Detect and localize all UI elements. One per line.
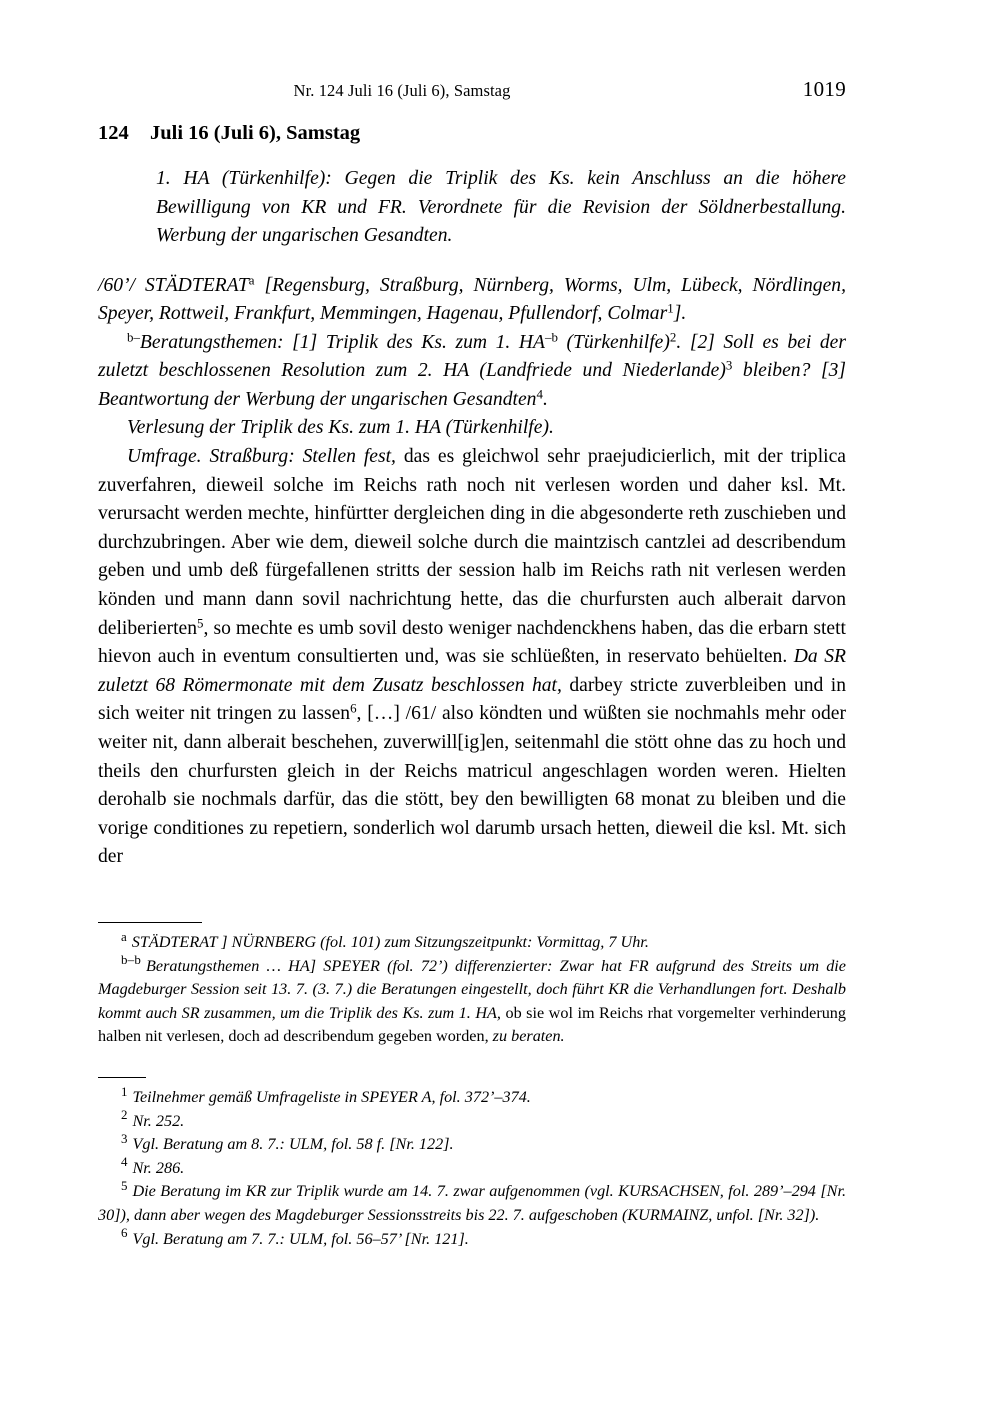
footnote-ref-6: 6 [350, 700, 357, 716]
attendees-list-close: ]. [673, 303, 687, 325]
footnote-marker: 2 [121, 1107, 128, 1123]
chapter-number: 124 [98, 122, 129, 144]
footnote-ref-5: 5 [197, 614, 204, 630]
footnote-marker: 4 [121, 1154, 128, 1170]
variant-note-marker: b–b [121, 952, 142, 968]
footnote-item [98, 1177, 846, 1227]
footnote-rule [98, 1077, 146, 1078]
page-number: 1019 [802, 77, 846, 101]
beratungsthemen-part-4: bleiben? [3] Beantwortung der Werbung der ungarischen Gesandten [98, 360, 847, 410]
variant-marker-a: a [248, 271, 255, 287]
footnote-text: Nr. 252. [132, 1111, 185, 1130]
variant-note-text-roman: ob sie wol im Reichs rhat vorgemelter verhinderung halben nit verlesen, doch ad describendum gegeben worden, [98, 1003, 846, 1046]
umfrage-italic-2: Da SR zuletzt 68 Römermonate mit dem Zusatz beschlossen hat, [98, 646, 846, 696]
beratungsthemen-part-3: . [2] Soll es bei der zuletzt beschlossenen Resolution zum 2. HA (Landfriede und Niederlande) [98, 331, 846, 382]
footnote-item [98, 1107, 846, 1134]
variant-marker-b-open: b– [127, 328, 140, 344]
footnote-marker: 1 [121, 1083, 128, 1099]
footnote-item [98, 1225, 846, 1252]
umfrage-run-1: das es gleichwol sehr praejudicierlich, mit der triplica zuverfahren, dieweil solche im Reichs rath noch nit verlesen worden und daher ksl. Mt. verursacht werden mechte, hinfürtter dergleichen ding in die abgesonderte reth zuschieben und durchzubringen. Aber wie dem, dieweil solche durch die maintzisch cantzlei ad describendum geben und umb deß fürgefallenen stritts der session halb im Reichs rath nit verlesen werden könden und mann dann sovil nachrichtung hette, das die churfursten auch alberait darvon deliberierten [98, 446, 847, 639]
footnote-ref-4: 4 [536, 386, 543, 402]
footnote-ref-3: 3 [725, 357, 733, 373]
beratungsthemen-part-2: (Türkenhilfe) [557, 331, 670, 353]
beratungsthemen-part-1: Beratungsthemen: [1] Triplik des Ks. zum 1. HA [139, 331, 545, 353]
footnote-text: Die Beratung im KR zur Triplik wurde am 14. 7. zwar aufgenommen (vgl. KURSACHSEN, fol. 289’–294 [Nr. 30]), dann aber wegen des Magdeburger Sessionsstreits bis 22. 7. aufgeschoben (KURMAINZ, unfol. [Nr. 32]). [98, 1182, 846, 1224]
umfrage-run-4: , […] /61/ also köndten und wüßten sie nochmahls mehr oder weiter nit, dann alberait beschehen, zuverwill[ig]en, seitenmahl die stött ohne das zu hoch und theils den churfursten gleich in der Reichs matricul angeschlagen worden weren. Hielten derohalb sie nochmals darfür, das die stött, bey den bewilligten 68 monat zu bleiben und die vorige conditiones zu repetiern, sonderlich wol darumb ursach hetten, dieweil die ksl. Mt. sich der [98, 703, 846, 868]
apparatus-rule [98, 922, 202, 923]
footnote-item [98, 1130, 846, 1157]
footnote-ref-1: 1 [667, 300, 674, 316]
footnote-item [98, 1083, 846, 1110]
variant-note-text: STÄDTERAT ] NÜRNBERG (fol. 101) zum Sitzungszeitpunkt: Vormittag, 7 Uhr. [131, 933, 649, 951]
footnote-text: Vgl. Beratung am 8. 7.: ULM, fol. 58 f. [Nr. 122]. [132, 1135, 454, 1154]
paragraph-verlesung: Verlesung der Triplik des Ks. zum 1. HA (Türkenhilfe). [127, 417, 554, 439]
page-content [98, 78, 846, 872]
variant-note-b [98, 952, 846, 1049]
umfrage-run-3: darbey stricte zuverbleiben und in sich weiter nit tringen zu lassen [98, 674, 846, 725]
running-head-title: Nr. 124 Juli 16 (Juli 6), Samstag [293, 81, 511, 100]
footnote-marker: 3 [121, 1130, 128, 1146]
attendees-list: [Regensburg, Straßburg, Nürnberg, Worms, Ulm, Lübeck, Nördlingen, Speyer, Rottweil, Frankfurt, Memmingen, Hagenau, Pfullendorf, Colmar [98, 274, 846, 325]
footnote-ref-2: 2 [669, 328, 677, 344]
footnote-text: Teilnehmer gemäß Umfrageliste in SPEYER A, fol. 372’–374. [132, 1088, 531, 1106]
umfrage-run-2: , so mechte es umb sovil desto weniger nachdenckhens haben, das die erbarn stett hievon auch in eventum consultierten und, was sie schlüeßten, in reservato behüelten. [98, 617, 846, 668]
footnote-marker: 5 [121, 1177, 128, 1193]
paragraph-staedterat [98, 272, 846, 329]
footnote-marker: 6 [121, 1225, 128, 1241]
variant-apparatus [98, 922, 846, 1049]
variant-note-a [98, 928, 846, 955]
variant-note-text-italic-1: Beratungsthemen … HA] SPEYER (fol. 72’) differenzierter: Zwar hat FR aufgrund des Streits um die Magdeburger Session seit 13. 7. (3. 7.) die Beratungen eingestellt, doch führt KR die Verhandlungen fort. Deshalb kommt auch SR zusammen, um die Triplik des Ks. zum 1. HA, [98, 956, 846, 1022]
variant-note-text-italic-2: zu beraten. [488, 1027, 565, 1046]
variant-note-marker: a [121, 928, 127, 944]
footnote-apparatus [98, 1077, 846, 1251]
regest-summary: 1. HA (Türkenhilfe): Gegen die Triplik des Ks. kein Anschluss an die höhere Bewilligung von KR und FR. Verordnete für die Revision der Söldnerbestallung. Werbung der ungarischen Gesandten. [156, 168, 846, 246]
footnote-item [98, 1154, 846, 1181]
body-text [98, 272, 846, 872]
chapter-title: Juli 16 (Juli 6), Samstag [150, 122, 361, 144]
paragraph-umfrage [98, 443, 846, 872]
beratungsthemen-part-5: . [542, 388, 548, 410]
umfrage-lead: Umfrage. Straßburg: Stellen fest, [127, 446, 396, 468]
variant-marker-b-close: –b [544, 328, 558, 344]
staedterat-heading: STÄDTERAT [145, 274, 249, 296]
footnote-text: Nr. 286. [132, 1158, 185, 1177]
paragraph-beratungsthemen [98, 329, 846, 415]
folio-marker: /60’/ [98, 274, 136, 296]
running-head [98, 78, 846, 104]
chapter-heading [98, 120, 846, 146]
footnote-text: Vgl. Beratung am 7. 7.: ULM, fol. 56–57’ [Nr. 121]. [132, 1229, 469, 1248]
